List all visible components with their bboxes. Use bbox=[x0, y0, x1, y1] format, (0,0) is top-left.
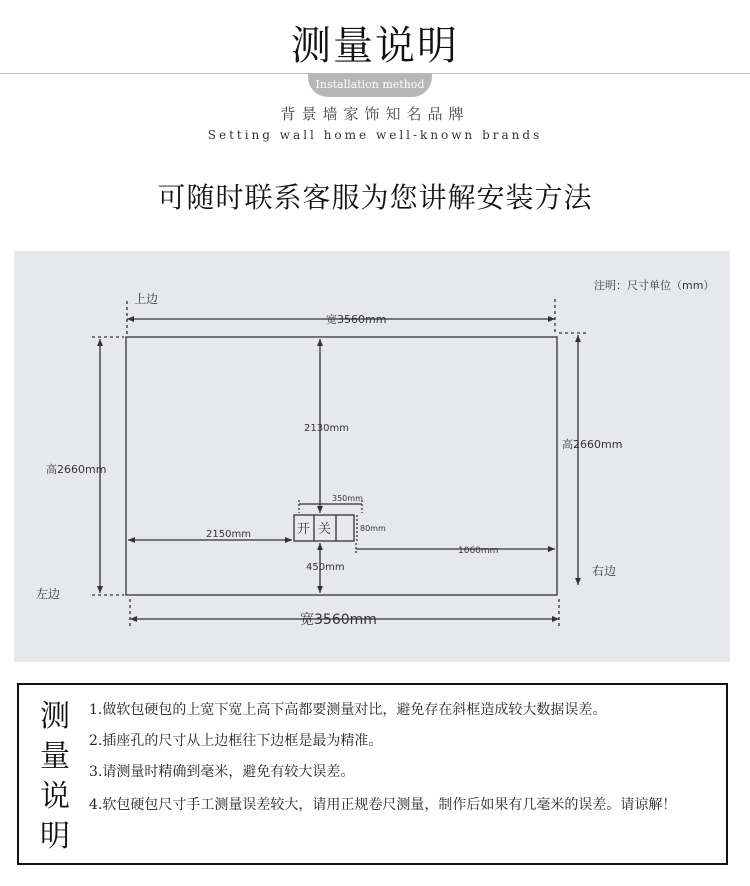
section-badge: Installation method bbox=[308, 73, 432, 97]
page-title: 测量说明 bbox=[291, 23, 459, 69]
note-item: 4.软包硬包尺寸手工测量误差较大，请用正规卷尺测量，制作后如果有几毫米的误差。请谅解！ bbox=[89, 797, 677, 813]
notes-side-char: 明 bbox=[40, 819, 70, 854]
dim-2130-label: 2130mm bbox=[304, 423, 349, 434]
dim-2150-label: 2150mm bbox=[206, 529, 251, 540]
bottom-width-label: 宽3560mm bbox=[300, 612, 377, 628]
dim-80-label: 80mm bbox=[360, 524, 386, 533]
dim-450-label: 450mm bbox=[306, 562, 345, 573]
switch-close-label: 关 bbox=[318, 522, 332, 537]
wall-frame bbox=[126, 337, 557, 595]
dim-350-label: 350mm bbox=[332, 494, 363, 503]
notes-side-char: 量 bbox=[40, 739, 70, 774]
note-item: 2.插座孔的尺寸从上边框往下边框是最为精准。 bbox=[89, 733, 383, 749]
notes-side-char: 说 bbox=[40, 779, 70, 814]
brand-subtitle-en: Setting wall home well-known brands bbox=[207, 128, 543, 142]
top-width-label: 宽3560mm bbox=[326, 313, 387, 326]
brand-subtitle-cn: 背景墙家饰知名品牌 bbox=[280, 105, 470, 123]
right-edge-label: 右边 bbox=[592, 564, 617, 578]
measurement-notes bbox=[17, 683, 728, 865]
measurement-sketch bbox=[14, 251, 730, 662]
dim-1060-label: 1060mm bbox=[458, 546, 499, 556]
notes-side-char: 测 bbox=[40, 699, 70, 734]
note-item: 1.做软包硬包的上宽下宽上高下高都要测量对比，避免存在斜框造成较大数据误差。 bbox=[89, 702, 607, 718]
notes-side-title bbox=[33, 697, 77, 857]
switch-open-label: 开 bbox=[297, 522, 311, 537]
left-edge-label: 左边 bbox=[36, 587, 61, 601]
notes-list bbox=[89, 699, 719, 828]
contact-heading: 可随时联系客服为您讲解安装方法 bbox=[157, 181, 593, 214]
right-height-label: 高2660mm bbox=[562, 438, 623, 451]
note-item: 3.请测量时精确到毫米，避免有较大误差。 bbox=[89, 764, 355, 780]
sketch-drawing bbox=[14, 251, 730, 662]
top-edge-label: 上边 bbox=[134, 292, 159, 306]
left-height-label: 高2660mm bbox=[46, 463, 107, 476]
unit-note: 注明：尺寸单位（mm） bbox=[594, 279, 715, 292]
